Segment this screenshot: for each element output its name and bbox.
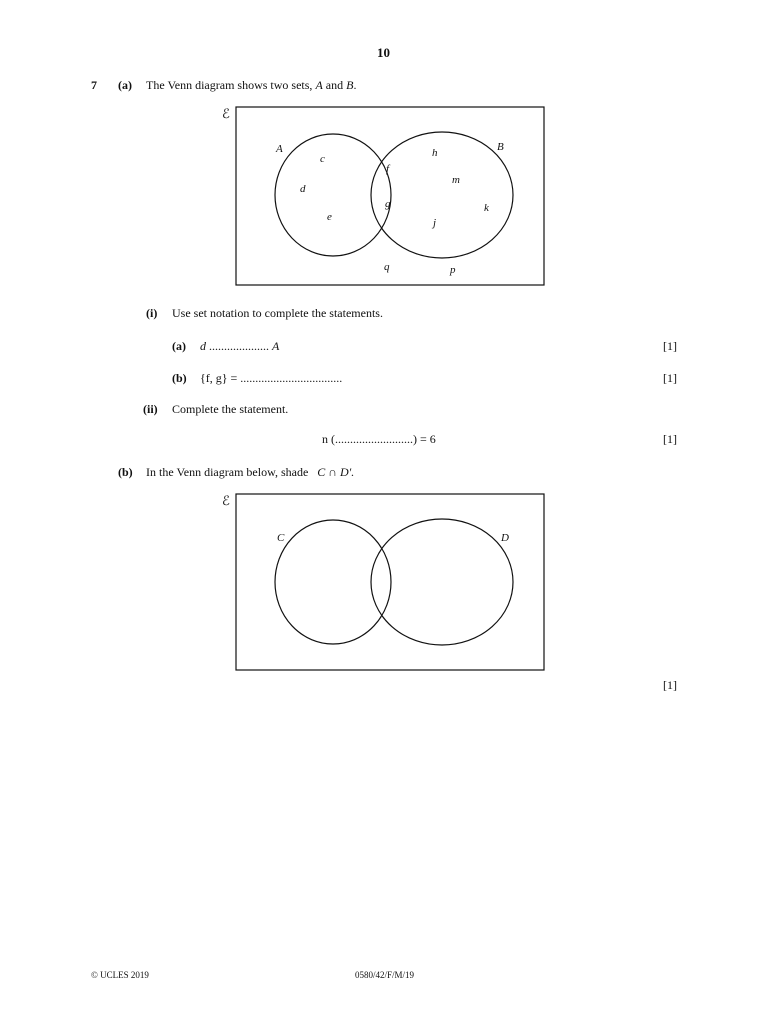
universal-symbol-cd: ℰ	[222, 493, 230, 508]
footer-copyright: © UCLES 2019	[91, 970, 149, 980]
element-j: j	[433, 217, 437, 229]
part-b-expression: C ∩ D′.	[317, 465, 355, 479]
sub-i-a-marks: [1]	[663, 339, 677, 353]
set-a-label: A	[276, 143, 283, 155]
intro-mid: and	[322, 78, 347, 92]
sub-ii-marks: [1]	[663, 432, 677, 446]
element-f: f	[386, 163, 390, 175]
intro-set-b: B	[346, 78, 354, 92]
element-q: q	[384, 261, 390, 273]
sub-i-a-answer-dots: ....................	[206, 339, 272, 353]
sub-ii-label: (ii)	[143, 402, 158, 416]
intro-prefix: The Venn diagram shows two sets,	[146, 78, 316, 92]
sub-i-b-statement[interactable]: {f, g} = ..................................	[200, 371, 343, 385]
set-d-circle[interactable]	[371, 519, 513, 645]
element-g: g	[385, 198, 391, 210]
element-m: m	[452, 174, 460, 186]
sub-i-a-element: d	[200, 339, 206, 353]
universal-set-box-cd	[236, 494, 544, 670]
part-b-marks: [1]	[663, 678, 677, 692]
element-e: e	[327, 211, 332, 223]
sub-i-b-label: (b)	[172, 371, 187, 385]
set-b-label: B	[497, 141, 504, 153]
element-d: d	[300, 183, 306, 195]
part-b-text-prefix: In the Venn diagram below, shade	[146, 465, 309, 479]
sub-i-a-label: (a)	[172, 339, 186, 353]
set-c-circle[interactable]	[275, 520, 391, 644]
sub-ii-statement[interactable]: n (..........................) = 6	[322, 432, 436, 446]
sub-i-b-marks: [1]	[663, 371, 677, 385]
sub-i-a-set: A	[272, 339, 280, 353]
page-number: 10	[377, 45, 390, 60]
set-d-label: D	[501, 532, 509, 544]
part-a-label: (a)	[118, 78, 132, 92]
element-c: c	[320, 153, 325, 165]
element-k: k	[484, 202, 489, 214]
intro-suffix: .	[353, 78, 357, 92]
intro-set-a: A	[315, 78, 323, 92]
part-b-label: (b)	[118, 465, 133, 479]
sub-i-label: (i)	[146, 306, 158, 320]
element-p: p	[450, 264, 456, 276]
sub-ii-text: Complete the statement.	[172, 402, 289, 416]
element-h: h	[432, 147, 438, 159]
question-number: 7	[91, 78, 97, 92]
sub-i-text: Use set notation to complete the statements.	[172, 306, 383, 320]
universal-symbol: ℰ	[222, 106, 230, 121]
set-c-label: C	[277, 532, 285, 544]
footer-paper-code: 0580/42/F/M/19	[355, 970, 415, 980]
